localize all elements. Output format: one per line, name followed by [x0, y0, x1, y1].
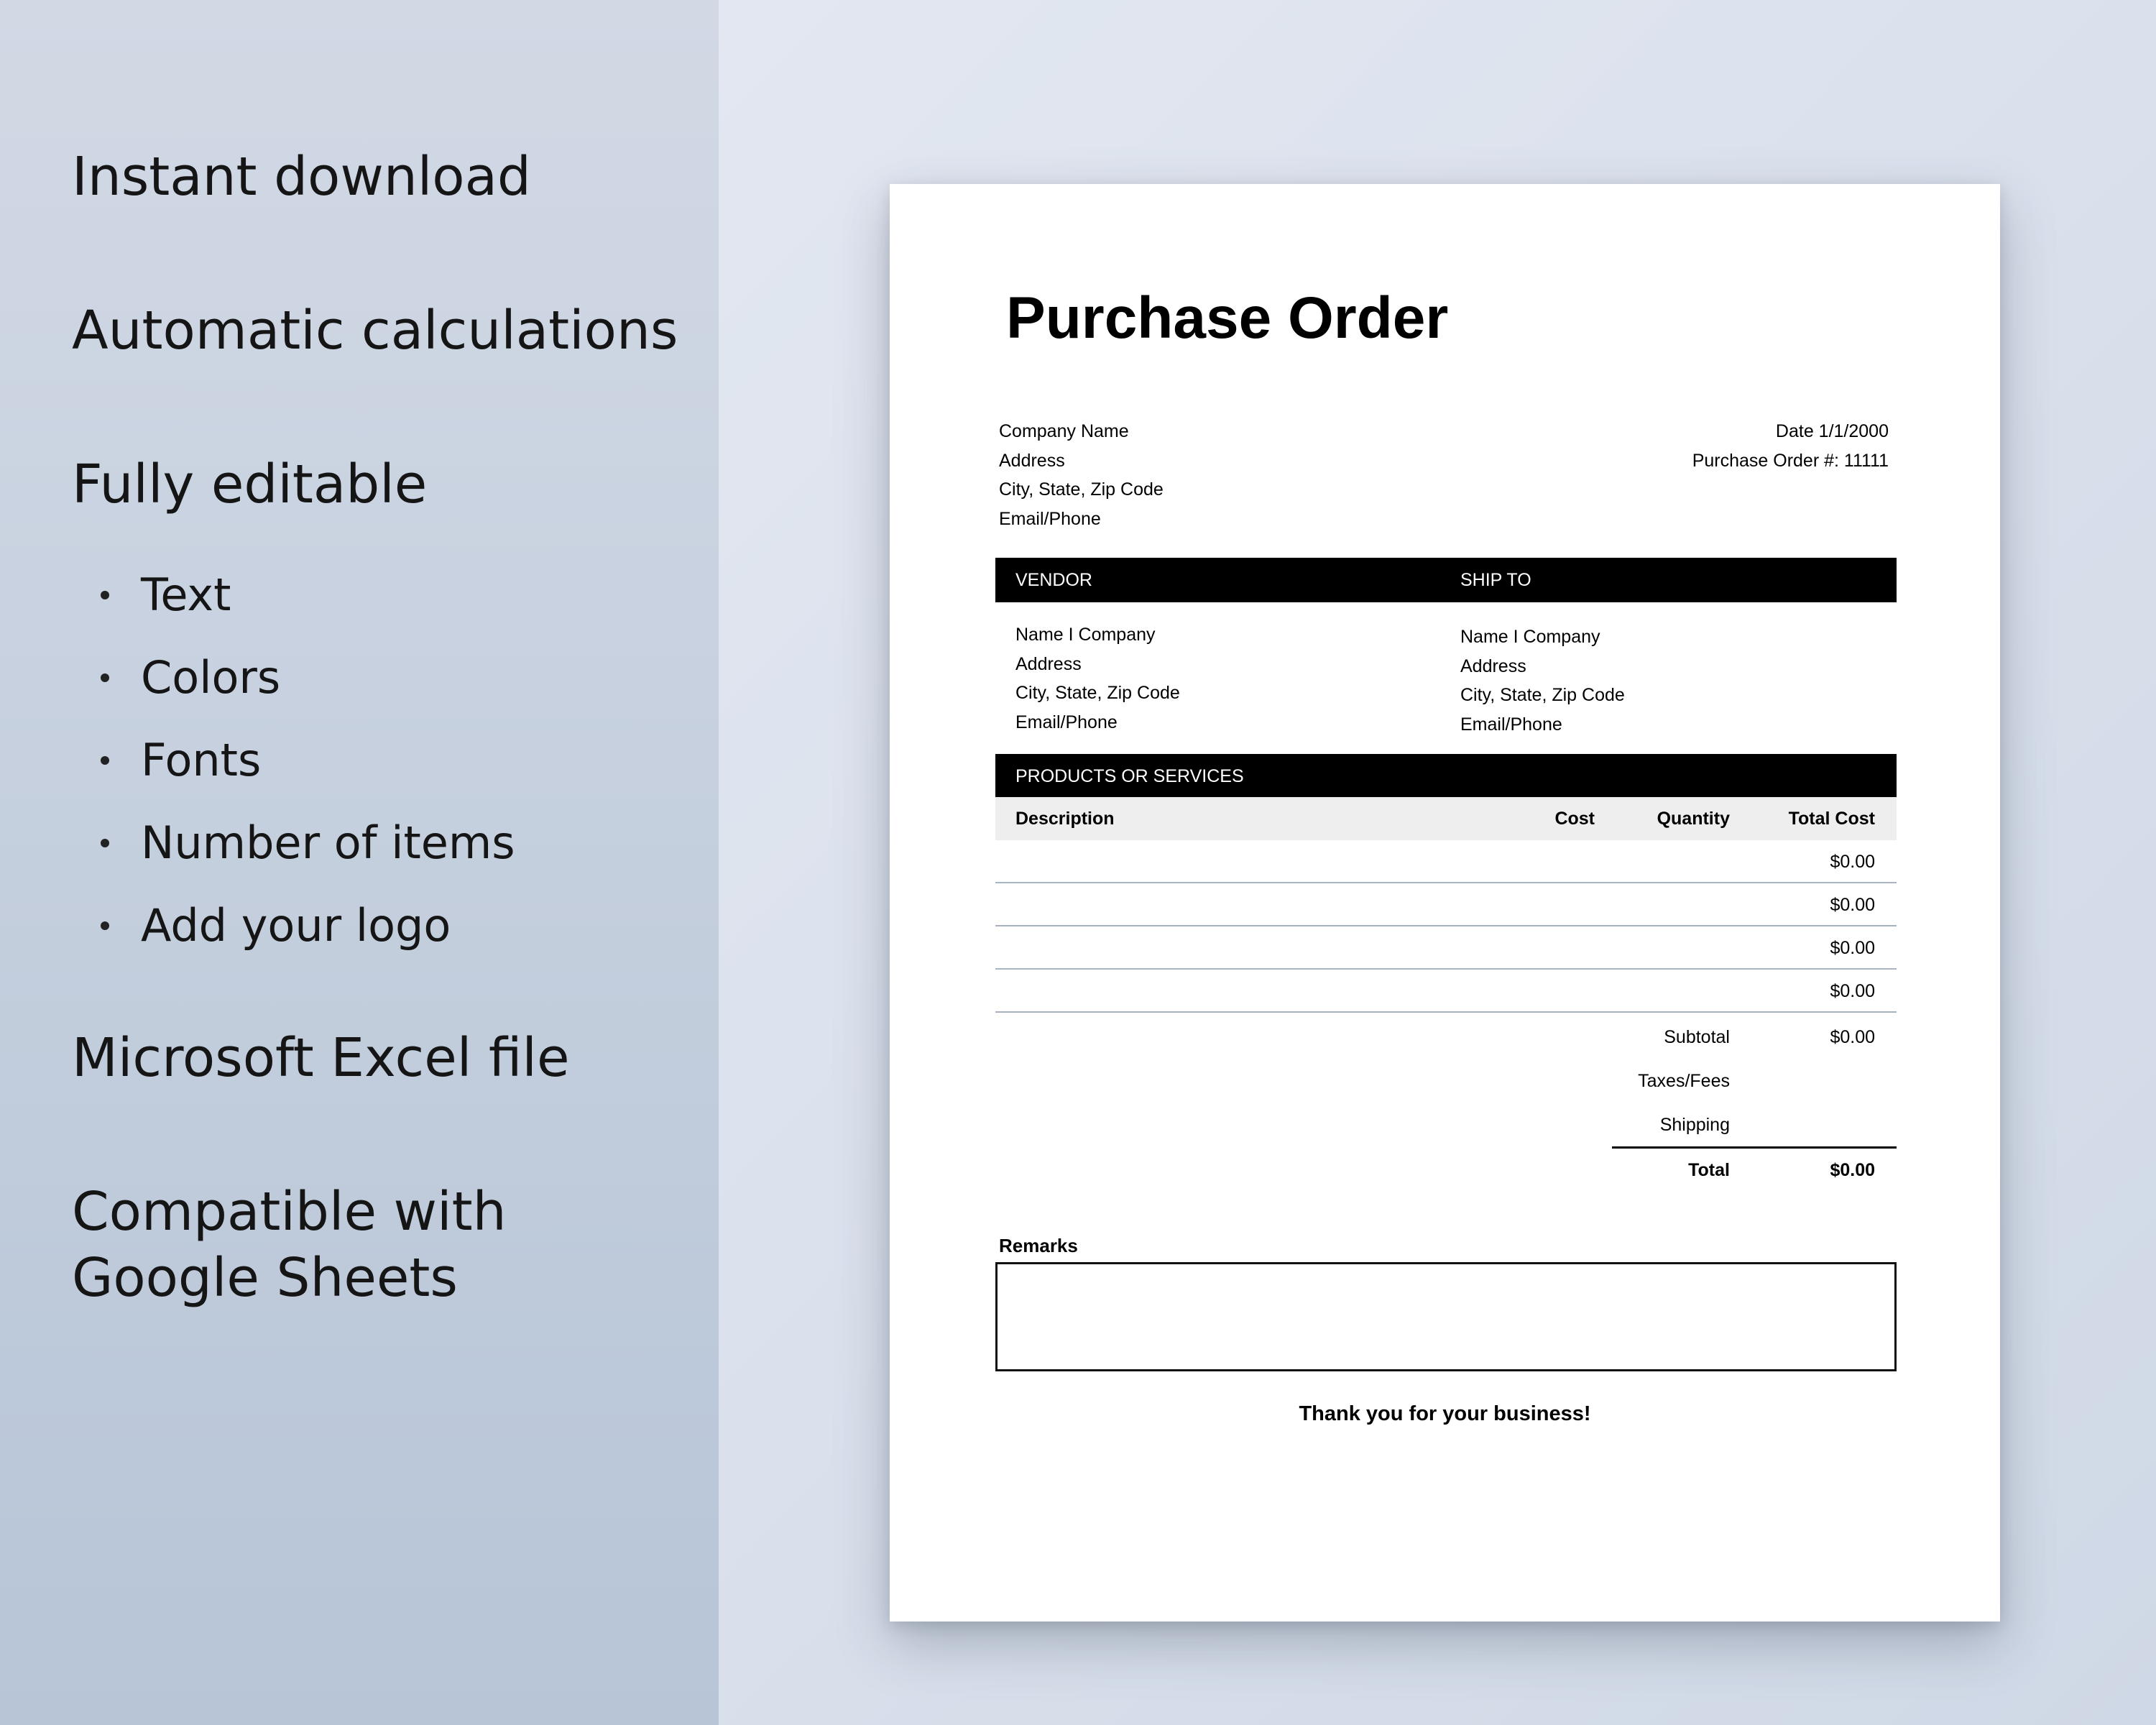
feature-automatic-calculations: Automatic calculations	[72, 300, 678, 362]
column-quantity: Quantity	[1657, 809, 1730, 829]
feature-compatible-line2: Google Sheets	[72, 1247, 458, 1309]
thank-you-note: Thank you for your business!	[1299, 1402, 1591, 1425]
total-value: $0.00	[1830, 1160, 1875, 1180]
list-item: Text	[72, 553, 515, 636]
list-item: Fonts	[72, 719, 515, 801]
vendor-name: Name I Company	[1015, 625, 1156, 645]
subtotal-label: Subtotal	[1664, 1027, 1730, 1047]
list-item: Add your logo	[72, 884, 515, 967]
ship-to-address-block	[1460, 622, 1625, 739]
products-header: PRODUCTS OR SERVICES	[1015, 766, 1244, 786]
vendor-address: Address	[1015, 653, 1082, 674]
ship-to-name: Name I Company	[1460, 627, 1600, 647]
table-row[interactable]	[995, 883, 1897, 926]
table-row[interactable]	[995, 970, 1897, 1013]
subtotal-row	[1612, 1016, 1897, 1059]
vendor-address-block	[1015, 620, 1180, 737]
row-total: $0.00	[1830, 852, 1875, 872]
order-number: Purchase Order #: 11111	[1692, 450, 1889, 471]
ship-to-city: City, State, Zip Code	[1460, 685, 1625, 705]
vendor-header: VENDOR	[1015, 570, 1092, 590]
total-label: Total	[1688, 1160, 1730, 1180]
order-date: Date 1/1/2000	[1775, 421, 1889, 441]
column-total-cost: Total Cost	[1788, 809, 1875, 829]
company-name: Company Name	[999, 421, 1129, 441]
products-header-bar	[995, 754, 1897, 799]
total-row	[1612, 1146, 1897, 1192]
table-row[interactable]	[995, 840, 1897, 883]
purchase-order-document	[890, 184, 2000, 1622]
feature-instant-download: Instant download	[72, 146, 531, 208]
row-total: $0.00	[1830, 938, 1875, 958]
feature-fully-editable: Fully editable	[72, 454, 428, 515]
remarks-label: Remarks	[999, 1235, 1078, 1256]
company-info	[999, 417, 1164, 533]
column-description: Description	[1015, 809, 1115, 829]
subtotal-value: $0.00	[1830, 1027, 1875, 1047]
company-address: Address	[999, 450, 1065, 471]
table-column-headers	[995, 797, 1897, 840]
ship-to-address: Address	[1460, 656, 1526, 676]
table-row[interactable]	[995, 926, 1897, 970]
row-total: $0.00	[1830, 895, 1875, 915]
order-meta	[1692, 417, 1889, 475]
ship-to-header: SHIP TO	[1460, 570, 1531, 590]
company-city: City, State, Zip Code	[999, 479, 1164, 500]
list-item: Colors	[72, 636, 515, 719]
vendor-contact: Email/Phone	[1015, 712, 1118, 732]
shipping-label: Shipping	[1659, 1115, 1730, 1135]
feature-compatible-line1: Compatible with	[72, 1181, 507, 1243]
remarks-box[interactable]	[995, 1262, 1897, 1371]
ship-to-contact: Email/Phone	[1460, 714, 1562, 735]
feature-excel-file: Microsoft Excel file	[72, 1027, 570, 1089]
line-items-table	[995, 840, 1897, 1013]
list-item: Number of items	[72, 801, 515, 884]
vendor-shipto-header-bar	[995, 558, 1897, 602]
editable-features-list	[72, 553, 515, 967]
company-contact: Email/Phone	[999, 508, 1101, 529]
taxes-label: Taxes/Fees	[1638, 1071, 1730, 1091]
column-cost: Cost	[1554, 809, 1595, 829]
shipping-row	[1612, 1103, 1897, 1147]
vendor-city: City, State, Zip Code	[1015, 683, 1180, 703]
row-total: $0.00	[1830, 981, 1875, 1001]
document-title: Purchase Order	[1006, 285, 1449, 351]
features-panel	[0, 0, 719, 1725]
taxes-row	[1612, 1059, 1897, 1103]
